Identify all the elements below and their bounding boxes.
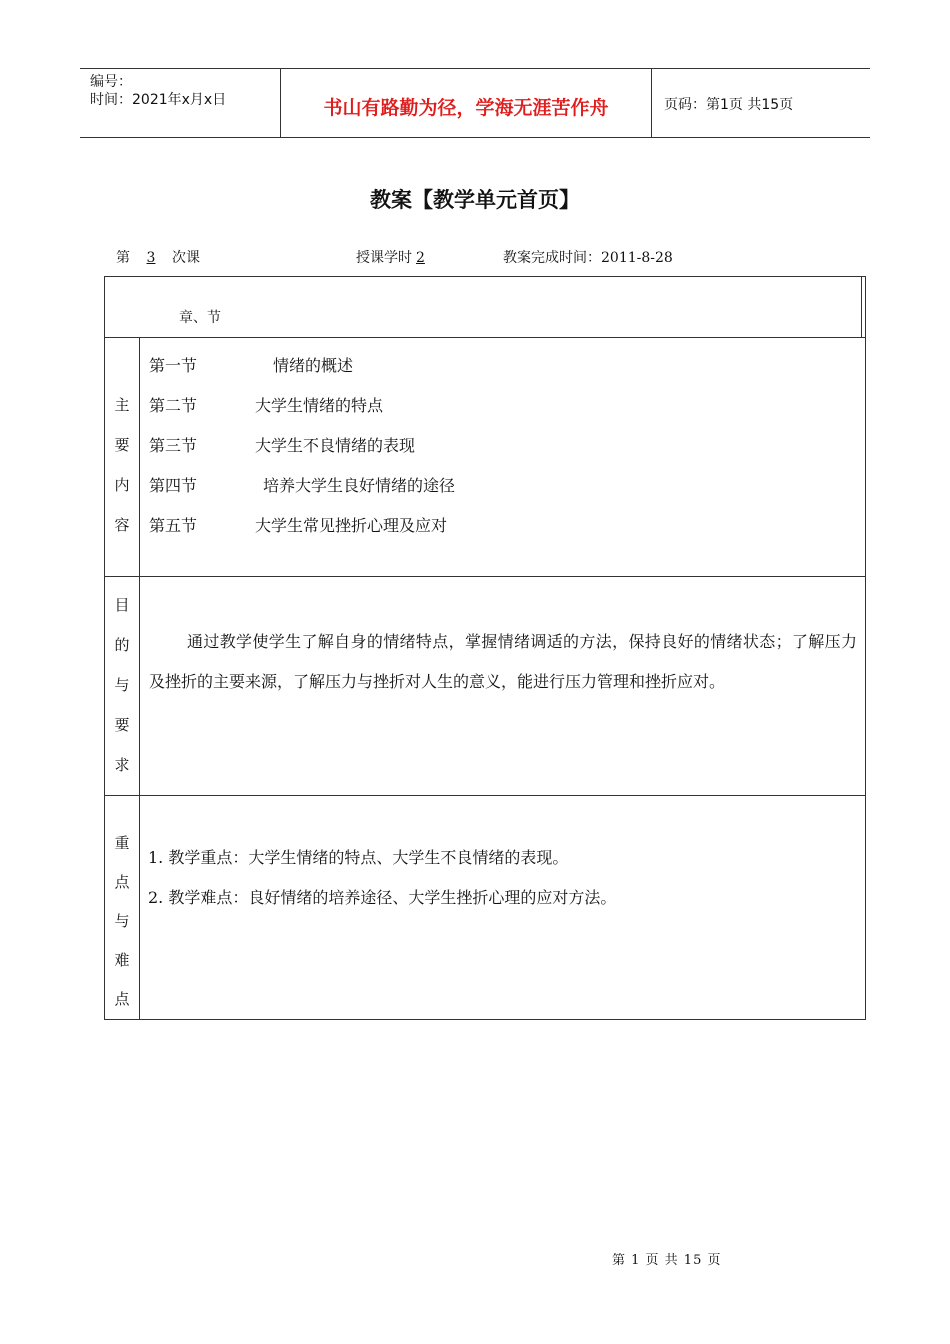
goal-label — [105, 577, 140, 796]
section-number: 第四节 — [149, 476, 198, 495]
main-content-label-char: 容 — [114, 516, 130, 534]
main-content-label-char: 内 — [114, 476, 130, 494]
goal-text: 通过教学使学生了解自身的情绪特点，掌握情绪调适的方法，保持良好的情绪状态；了解压力及挫折的主要来源，了解压力与挫折对人生的意义，能进行压力管理和挫折应对。 — [149, 632, 857, 691]
key-points-label-char: 点 — [114, 873, 130, 891]
key-points-label-char: 难 — [114, 951, 130, 969]
teaching-hours: 授课学时 2 — [356, 247, 436, 267]
section-title: 大学生情绪的特点 — [255, 396, 384, 415]
page-header — [80, 68, 870, 138]
key-points-label-char: 重 — [114, 834, 130, 852]
section-number: 第三节 — [149, 436, 198, 455]
section-item — [149, 426, 865, 466]
section-item — [149, 506, 865, 546]
page-title: 教案【教学单元首页】 — [370, 188, 580, 212]
key-point-item: 1. 教学重点：大学生情绪的特点、大学生不良情绪的表现。 — [148, 848, 569, 867]
goal-label-char: 要 — [114, 716, 130, 734]
main-content-label-char: 要 — [114, 436, 130, 454]
number-label: 编号： — [90, 74, 132, 90]
page-footer: 第 1 页 共 15 页 — [612, 1253, 722, 1268]
goal-label-char: 目 — [114, 596, 130, 614]
main-content-label — [105, 338, 140, 577]
section-title: 培养大学生良好情绪的途径 — [263, 476, 456, 495]
key-points-label-char: 点 — [114, 990, 130, 1008]
main-content-cell — [140, 338, 866, 577]
key-points-cell — [140, 796, 866, 1020]
section-item — [149, 346, 865, 386]
section-number: 第一节 — [149, 356, 198, 375]
main-content-label-char: 主 — [114, 396, 130, 414]
chapter-label-cell — [105, 277, 862, 338]
lesson-number-value: 3 — [146, 250, 156, 266]
key-point-item: 2. 教学难点：良好情绪的培养途径、大学生挫折心理的应对方法。 — [148, 888, 617, 907]
section-item — [149, 466, 865, 506]
goal-label-char: 求 — [114, 756, 130, 774]
key-points-label-char: 与 — [114, 912, 130, 930]
goal-label-char: 与 — [114, 676, 130, 694]
key-points-label — [105, 796, 140, 1020]
chapter-label: 章、节 — [179, 310, 221, 326]
chapter-value-cell — [861, 277, 865, 338]
section-number: 第五节 — [149, 516, 198, 535]
page-info: 页码：第1页 共15页 — [664, 97, 794, 113]
lesson-plan-table — [104, 276, 866, 1020]
section-item — [149, 386, 865, 426]
header-left — [80, 69, 280, 137]
section-title: 情绪的概述 — [273, 356, 354, 375]
section-title: 大学生常见挫折心理及应对 — [255, 516, 448, 535]
section-title: 大学生不良情绪的表现 — [255, 436, 416, 455]
teaching-hours-value: 2 — [416, 250, 425, 266]
goal-label-char: 的 — [114, 636, 130, 654]
lesson-number: 第 3 次课 — [116, 250, 200, 266]
goal-cell — [140, 577, 866, 796]
motto: 书山有路勤为径，学海无涯苦作舟 — [280, 69, 652, 137]
time-label: 时间：2021年x月x日 — [90, 92, 227, 108]
completion-date: 教案完成时间：2011-8-28 — [503, 250, 673, 266]
section-number: 第二节 — [149, 396, 198, 415]
